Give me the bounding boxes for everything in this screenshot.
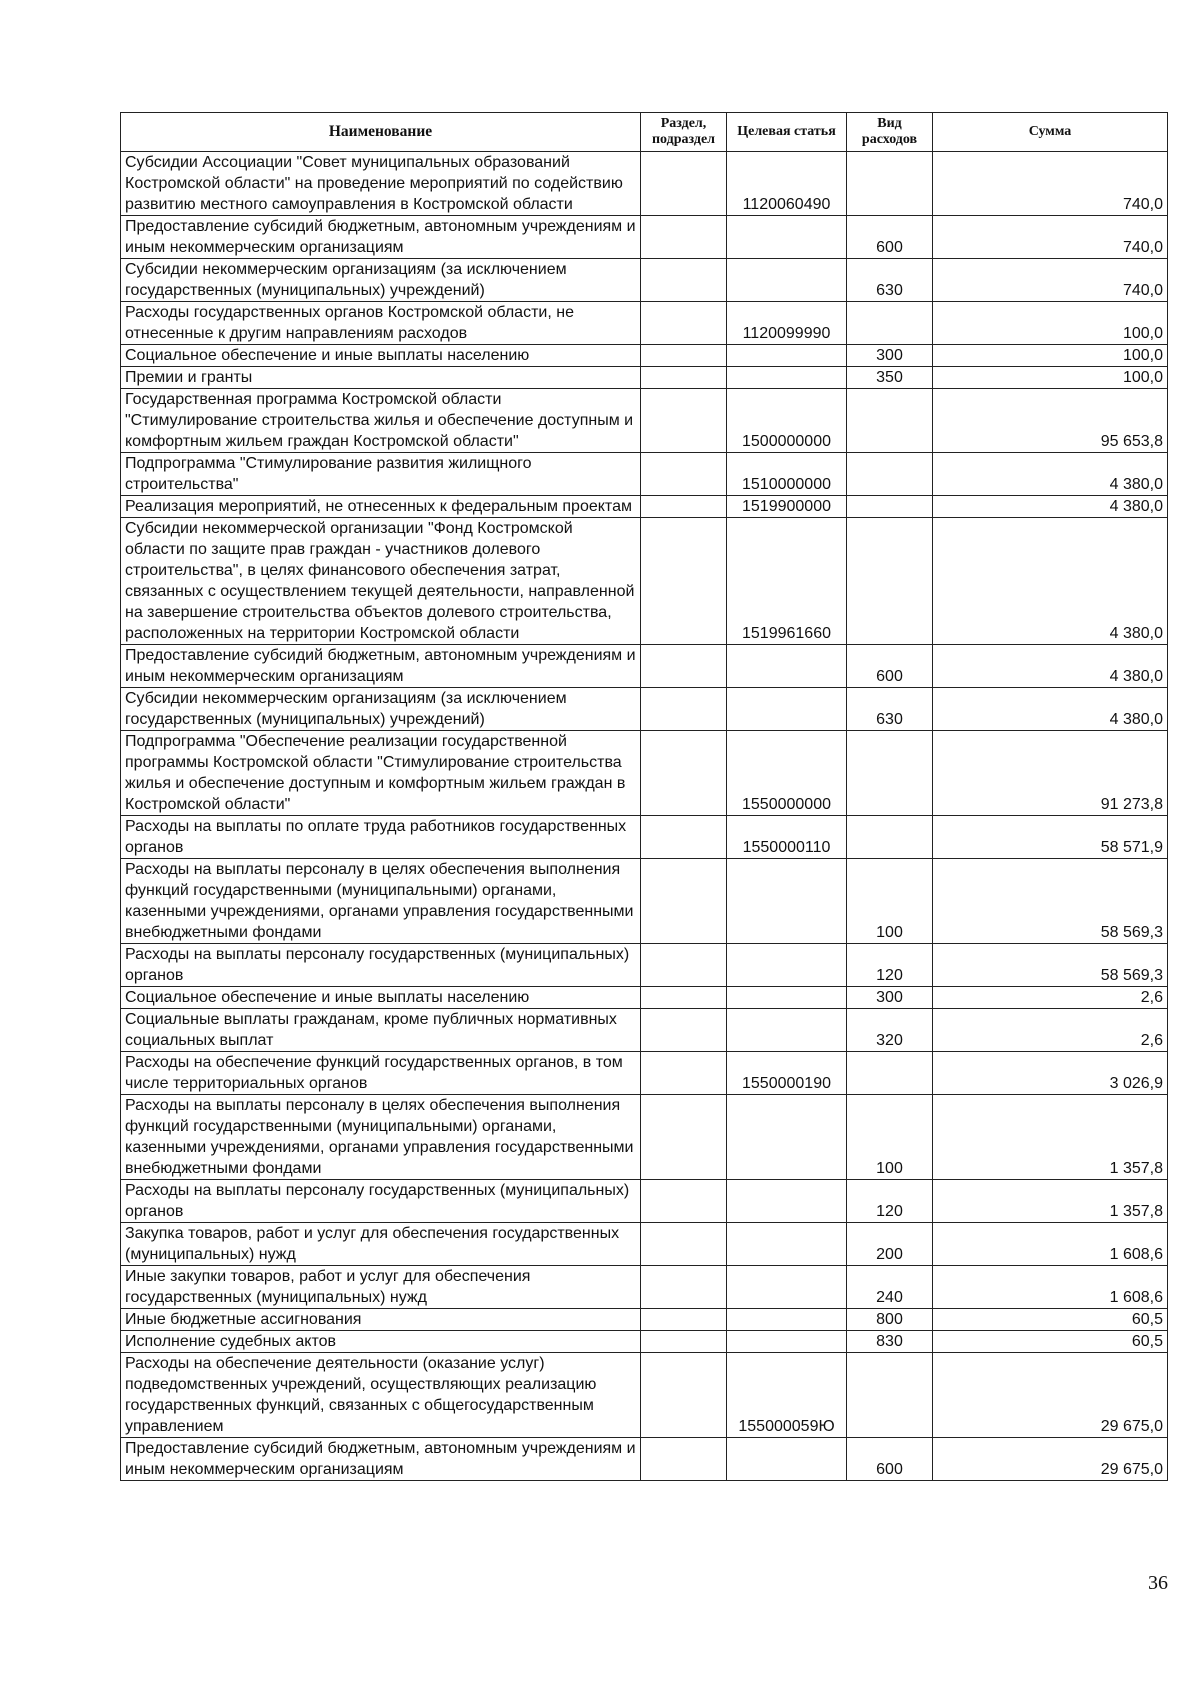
row-kind xyxy=(847,389,933,453)
table-row xyxy=(121,688,1168,731)
row-kind xyxy=(847,453,933,496)
row-name: Субсидии некоммерческим организациям (за исключением государственных (муниципальных) учреждений) xyxy=(121,259,641,302)
row-section xyxy=(641,345,727,367)
table-row xyxy=(121,152,1168,216)
row-kind xyxy=(847,1052,933,1095)
row-target: 1519900000 xyxy=(727,496,847,518)
row-name: Иные бюджетные ассигнования xyxy=(121,1309,641,1331)
row-section xyxy=(641,1353,727,1438)
row-section xyxy=(641,302,727,345)
row-sum: 29 675,0 xyxy=(933,1438,1168,1481)
row-target xyxy=(727,1223,847,1266)
row-name: Социальное обеспечение и иные выплаты населению xyxy=(121,345,641,367)
table-row xyxy=(121,859,1168,944)
row-target: 1120060490 xyxy=(727,152,847,216)
row-kind: 600 xyxy=(847,1438,933,1481)
row-section xyxy=(641,1009,727,1052)
row-name: Расходы на выплаты персоналу в целях обеспечения выполнения функций государственными (муниципальными) органами, казенными учреждениями, органами управления государственными внебюджетными фондами xyxy=(121,859,641,944)
row-sum: 740,0 xyxy=(933,152,1168,216)
table-row xyxy=(121,216,1168,259)
row-kind xyxy=(847,816,933,859)
row-section xyxy=(641,1095,727,1180)
row-name: Социальное обеспечение и иные выплаты населению xyxy=(121,987,641,1009)
row-name: Субсидии Ассоциации "Совет муниципальных образований Костромской области" на проведение мероприятий по содействию развитию местного самоуправления в Костромской области xyxy=(121,152,641,216)
row-sum: 1 357,8 xyxy=(933,1095,1168,1180)
row-sum: 3 026,9 xyxy=(933,1052,1168,1095)
row-target: 1500000000 xyxy=(727,389,847,453)
row-target xyxy=(727,1331,847,1353)
row-name: Подпрограмма "Стимулирование развития жилищного строительства" xyxy=(121,453,641,496)
row-sum: 1 608,6 xyxy=(933,1223,1168,1266)
row-kind: 100 xyxy=(847,1095,933,1180)
row-name: Премии и гранты xyxy=(121,367,641,389)
row-sum: 2,6 xyxy=(933,1009,1168,1052)
row-kind: 630 xyxy=(847,688,933,731)
row-sum: 740,0 xyxy=(933,259,1168,302)
row-sum: 58 569,3 xyxy=(933,859,1168,944)
row-name: Иные закупки товаров, работ и услуг для обеспечения государственных (муниципальных) нужд xyxy=(121,1266,641,1309)
table-row xyxy=(121,987,1168,1009)
table-row xyxy=(121,259,1168,302)
row-sum: 4 380,0 xyxy=(933,496,1168,518)
row-target xyxy=(727,645,847,688)
table-row xyxy=(121,453,1168,496)
row-section xyxy=(641,816,727,859)
row-sum: 4 380,0 xyxy=(933,518,1168,645)
header-section: Раздел, подраздел xyxy=(641,113,727,152)
row-kind: 120 xyxy=(847,944,933,987)
row-section xyxy=(641,367,727,389)
row-target: 1120099990 xyxy=(727,302,847,345)
row-kind: 800 xyxy=(847,1309,933,1331)
row-kind: 350 xyxy=(847,367,933,389)
table-row xyxy=(121,345,1168,367)
row-target xyxy=(727,1180,847,1223)
row-kind xyxy=(847,152,933,216)
row-sum: 58 571,9 xyxy=(933,816,1168,859)
header-name: Наименование xyxy=(121,113,641,152)
row-section xyxy=(641,1223,727,1266)
row-target xyxy=(727,1438,847,1481)
row-target: 155000059Ю xyxy=(727,1353,847,1438)
row-target: 1510000000 xyxy=(727,453,847,496)
row-name: Исполнение судебных актов xyxy=(121,1331,641,1353)
row-target xyxy=(727,1266,847,1309)
row-name: Субсидии некоммерческим организациям (за исключением государственных (муниципальных) учреждений) xyxy=(121,688,641,731)
row-sum: 91 273,8 xyxy=(933,731,1168,816)
row-section xyxy=(641,1052,727,1095)
table-row xyxy=(121,367,1168,389)
row-section xyxy=(641,216,727,259)
row-kind: 300 xyxy=(847,345,933,367)
header-target: Целевая статья xyxy=(727,113,847,152)
table-header-row xyxy=(121,113,1168,152)
row-target xyxy=(727,1095,847,1180)
table-row xyxy=(121,1353,1168,1438)
table-row xyxy=(121,1309,1168,1331)
row-kind: 120 xyxy=(847,1180,933,1223)
row-section xyxy=(641,389,727,453)
header-kind: Вид расходов xyxy=(847,113,933,152)
row-kind: 830 xyxy=(847,1331,933,1353)
header-sum: Сумма xyxy=(933,113,1168,152)
row-kind xyxy=(847,496,933,518)
row-target xyxy=(727,345,847,367)
row-target: 1550000110 xyxy=(727,816,847,859)
row-sum: 1 357,8 xyxy=(933,1180,1168,1223)
row-target xyxy=(727,688,847,731)
row-target xyxy=(727,987,847,1009)
page-number: 36 xyxy=(1148,1572,1168,1594)
row-target xyxy=(727,216,847,259)
row-name: Расходы на выплаты персоналу в целях обеспечения выполнения функций государственными (муниципальными) органами, казенными учреждениями, органами управления государственными внебюджетными фондами xyxy=(121,1095,641,1180)
row-section xyxy=(641,731,727,816)
row-sum: 1 608,6 xyxy=(933,1266,1168,1309)
row-name: Предоставление субсидий бюджетным, автономным учреждениям и иным некоммерческим организациям xyxy=(121,645,641,688)
row-target xyxy=(727,1009,847,1052)
row-section xyxy=(641,1331,727,1353)
row-target xyxy=(727,259,847,302)
row-sum: 740,0 xyxy=(933,216,1168,259)
row-section xyxy=(641,1438,727,1481)
table-row xyxy=(121,1223,1168,1266)
table-row xyxy=(121,1180,1168,1223)
row-kind: 630 xyxy=(847,259,933,302)
row-kind: 300 xyxy=(847,987,933,1009)
row-kind: 100 xyxy=(847,859,933,944)
row-name: Предоставление субсидий бюджетным, автономным учреждениям и иным некоммерческим организациям xyxy=(121,1438,641,1481)
table-row xyxy=(121,816,1168,859)
row-target: 1550000000 xyxy=(727,731,847,816)
row-kind: 240 xyxy=(847,1266,933,1309)
table-row xyxy=(121,1095,1168,1180)
row-name: Расходы на выплаты по оплате труда работников государственных органов xyxy=(121,816,641,859)
row-kind: 320 xyxy=(847,1009,933,1052)
row-kind: 600 xyxy=(847,216,933,259)
row-target: 1519961660 xyxy=(727,518,847,645)
row-section xyxy=(641,1266,727,1309)
row-target xyxy=(727,1309,847,1331)
table-row xyxy=(121,496,1168,518)
row-name: Реализация мероприятий, не отнесенных к федеральным проектам xyxy=(121,496,641,518)
row-sum: 2,6 xyxy=(933,987,1168,1009)
table-row xyxy=(121,302,1168,345)
row-name: Подпрограмма "Обеспечение реализации государственной программы Костромской области "Стимулирование строительства жилья и обеспечение доступным и комфортным жильем граждан в Костромской области" xyxy=(121,731,641,816)
table-row xyxy=(121,518,1168,645)
row-name: Расходы на выплаты персоналу государственных (муниципальных) органов xyxy=(121,944,641,987)
row-kind xyxy=(847,518,933,645)
table-row xyxy=(121,944,1168,987)
row-section xyxy=(641,859,727,944)
table-row xyxy=(121,1052,1168,1095)
row-kind xyxy=(847,1353,933,1438)
table-row xyxy=(121,1266,1168,1309)
row-name: Расходы на обеспечение деятельности (оказание услуг) подведомственных учреждений, осуществляющих реализацию государственных функций, связанных с общегосударственным управлением xyxy=(121,1353,641,1438)
row-target xyxy=(727,367,847,389)
row-section xyxy=(641,1180,727,1223)
row-section xyxy=(641,1309,727,1331)
row-target xyxy=(727,859,847,944)
row-target: 1550000190 xyxy=(727,1052,847,1095)
row-name: Предоставление субсидий бюджетным, автономным учреждениям и иным некоммерческим организациям xyxy=(121,216,641,259)
row-name: Государственная программа Костромской области "Стимулирование строительства жилья и обеспечение доступным и комфортным жильем граждан Костромской области" xyxy=(121,389,641,453)
row-name: Расходы государственных органов Костромской области, не отнесенные к другим направлениям расходов xyxy=(121,302,641,345)
row-sum: 58 569,3 xyxy=(933,944,1168,987)
row-sum: 95 653,8 xyxy=(933,389,1168,453)
table-row xyxy=(121,645,1168,688)
row-sum: 4 380,0 xyxy=(933,453,1168,496)
row-name: Закупка товаров, работ и услуг для обеспечения государственных (муниципальных) нужд xyxy=(121,1223,641,1266)
table-row xyxy=(121,1331,1168,1353)
row-sum: 100,0 xyxy=(933,367,1168,389)
row-kind: 600 xyxy=(847,645,933,688)
row-section xyxy=(641,518,727,645)
row-sum: 60,5 xyxy=(933,1331,1168,1353)
row-kind xyxy=(847,302,933,345)
row-target xyxy=(727,944,847,987)
table-row xyxy=(121,1009,1168,1052)
row-section xyxy=(641,453,727,496)
row-section xyxy=(641,259,727,302)
row-sum: 29 675,0 xyxy=(933,1353,1168,1438)
row-section xyxy=(641,496,727,518)
row-kind: 200 xyxy=(847,1223,933,1266)
row-sum: 4 380,0 xyxy=(933,688,1168,731)
row-section xyxy=(641,987,727,1009)
table-row xyxy=(121,1438,1168,1481)
row-section xyxy=(641,944,727,987)
table-row xyxy=(121,731,1168,816)
row-kind xyxy=(847,731,933,816)
row-name: Социальные выплаты гражданам, кроме публичных нормативных социальных выплат xyxy=(121,1009,641,1052)
row-name: Расходы на выплаты персоналу государственных (муниципальных) органов xyxy=(121,1180,641,1223)
row-name: Расходы на обеспечение функций государственных органов, в том числе территориальных органов xyxy=(121,1052,641,1095)
table-row xyxy=(121,389,1168,453)
row-sum: 4 380,0 xyxy=(933,645,1168,688)
row-sum: 100,0 xyxy=(933,345,1168,367)
budget-table xyxy=(120,112,1168,1481)
row-section xyxy=(641,688,727,731)
row-section xyxy=(641,645,727,688)
row-sum: 100,0 xyxy=(933,302,1168,345)
row-section xyxy=(641,152,727,216)
row-name: Субсидии некоммерческой организации "Фонд Костромской области по защите прав граждан - участников долевого строительства", в целях финансового обеспечения затрат, связанных с осуществлением текущей деятельности, направленной на завершение строительства объектов долевого строительства, расположенных на территории Костромской области xyxy=(121,518,641,645)
row-sum: 60,5 xyxy=(933,1309,1168,1331)
